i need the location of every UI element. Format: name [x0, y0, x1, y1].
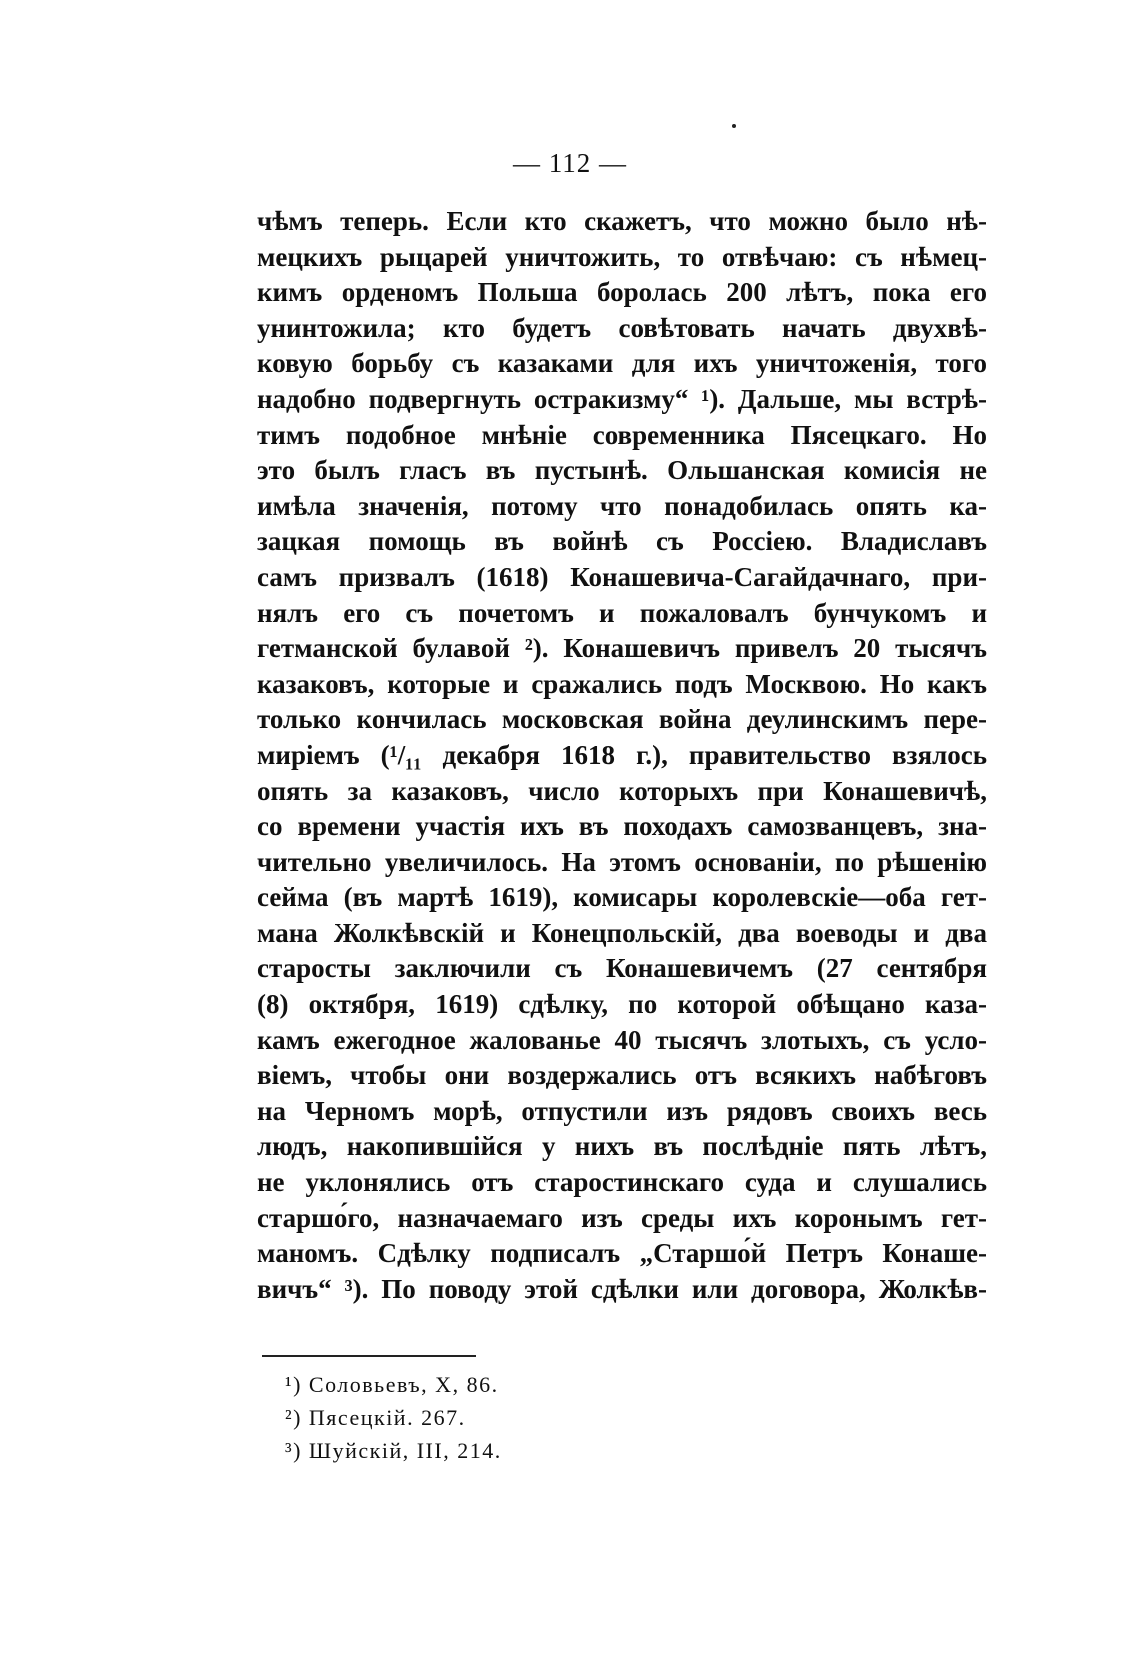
- text-line: чѣмъ теперь. Если кто скажетъ, что можно было нѣ-: [257, 206, 987, 236]
- page-number: — 112 —: [513, 148, 627, 178]
- text-line: сейма (въ мартѣ 1619), комисары королевскіе—оба гет-: [257, 882, 987, 913]
- footnote-divider: [262, 1355, 476, 1357]
- text-line: камъ ежегодное жалованье 40 тысячъ злотыхъ, съ усло-: [257, 1024, 987, 1055]
- text-line: чительно увеличилось. На этомъ основаніи, по рѣшенію: [257, 846, 987, 877]
- text-line: казаковъ, которые и сражались подъ Москвою. Но какъ: [257, 668, 987, 699]
- text-line: маномъ. Сдѣлку подписалъ „Старшо́й Петръ Конаше-: [257, 1238, 987, 1269]
- text-line: опять за казаковъ, число которыхъ при Конашевичѣ,: [257, 775, 987, 806]
- speck-mark: [732, 124, 736, 128]
- footnote: ²) Пясецкій. 267.: [285, 1405, 466, 1430]
- text-line: зацкая помощь въ войнѣ съ Россіею. Владиславъ: [257, 526, 987, 557]
- text-line: людъ, накопившійся у нихъ въ послѣдніе пять лѣтъ,: [257, 1131, 987, 1162]
- text-line: віемъ, чтобы они воздержались отъ всякихъ набѣговъ: [257, 1060, 987, 1091]
- text-line: кимъ орденомъ Польша боролась 200 лѣтъ, пока его: [257, 277, 987, 308]
- text-line: тимъ подобное мнѣніе современника Пясецкаго. Но: [257, 419, 987, 450]
- footnote: ¹) Соловьевъ, X, 86.: [285, 1372, 499, 1397]
- text-line: мана Жолкѣвскій и Конецпольскій, два воеводы и два: [257, 917, 987, 948]
- text-line: надобно подвергнуть остракизму“ ¹). Дальше, мы встрѣ-: [257, 383, 987, 414]
- footnote: ³) Шуйскій, III, 214.: [285, 1438, 502, 1463]
- text-line: гетманской булавой ²). Конашевичъ привелъ 20 тысячъ: [257, 633, 987, 664]
- text-line: унинтожила; кто будетъ совѣтовать начать двухвѣ-: [257, 312, 987, 343]
- text-line: на Черномъ морѣ, отпустили изъ рядовъ своихъ весь: [257, 1095, 987, 1126]
- text-line: не уклонялись отъ старостинскаго суда и слушались: [257, 1167, 987, 1198]
- text-line: нялъ его съ почетомъ и пожаловалъ бунчукомъ и: [257, 597, 987, 628]
- text-line: только кончилась московская война деулинскимъ пере-: [257, 704, 987, 735]
- text-line: мецкихъ рыцарей уничтожить, то отвѣчаю: съ нѣмец-: [257, 241, 987, 272]
- text-line: (8) октября, 1619) сдѣлку, по которой обѣщано каза-: [257, 989, 987, 1020]
- text-line: ковую борьбу съ казаками для ихъ уничтоженія, того: [257, 348, 987, 379]
- text-line: имѣла значенія, потому что понадобилась опять ка-: [257, 490, 987, 521]
- text-line: старосты заключили съ Конашевичемъ (27 сентября: [257, 953, 987, 984]
- body-text: [257, 204, 987, 1307]
- text-line: вичъ“ ³). По поводу этой сдѣлки или договора, Жолкѣв-: [257, 1273, 987, 1304]
- text-line: со времени участія ихъ въ походахъ самозванцевъ, зна-: [257, 811, 987, 842]
- text-line: это былъ гласъ въ пустынѣ. Ольшанская комисія не: [257, 455, 987, 486]
- text-line: самъ призвалъ (1618) Конашевича-Сагайдачнаго, при-: [257, 561, 987, 592]
- text-line: миріемъ (¹/₁₁ декабря 1618 г.), правительство взялось: [257, 739, 987, 770]
- text-line: старшо́го, назначаемаго изъ среды ихъ коронымъ гет-: [257, 1202, 987, 1233]
- footnotes: [285, 1368, 785, 1467]
